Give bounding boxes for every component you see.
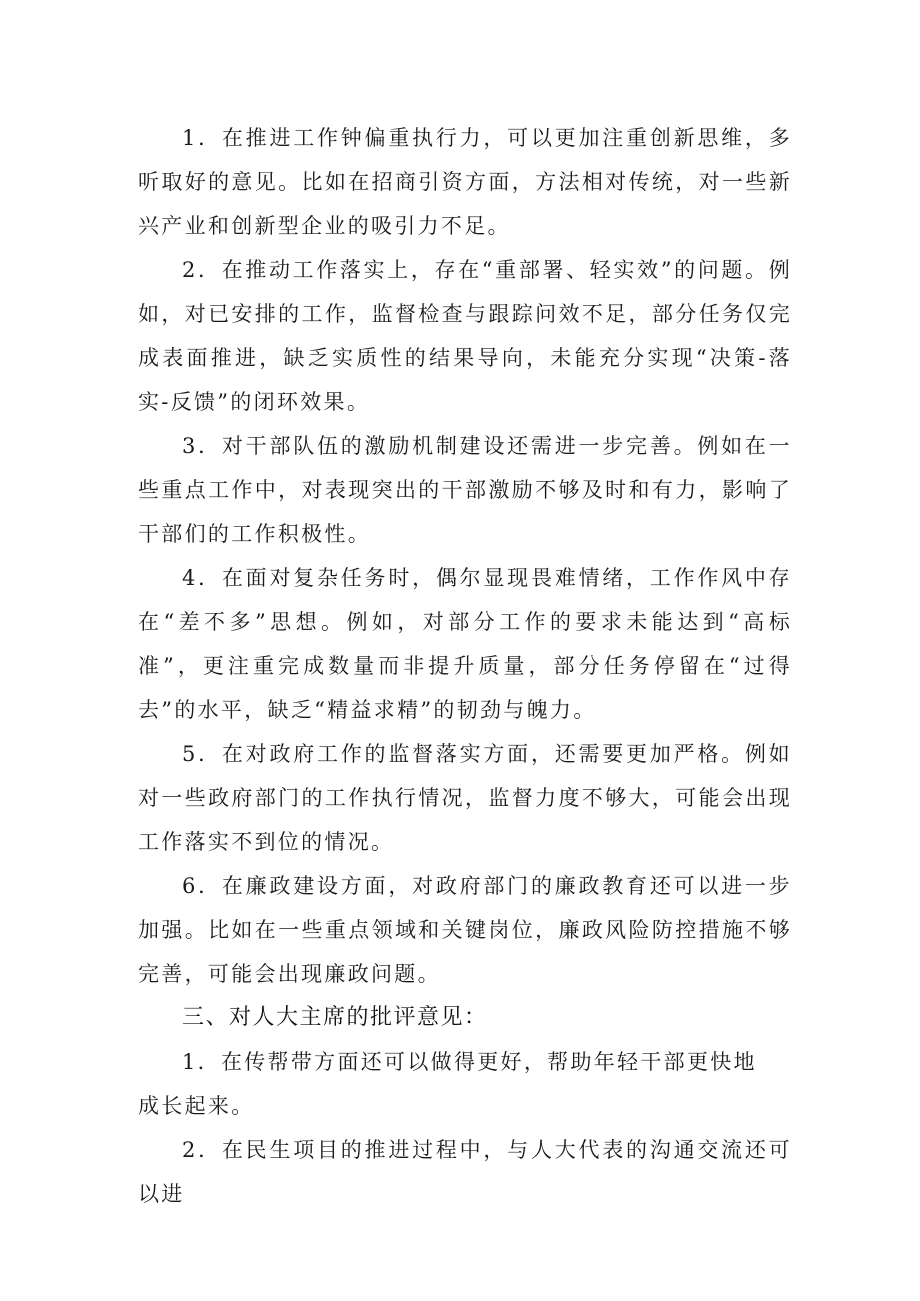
paragraph-item-6: 6．在廉政建设方面，对政府部门的廉政教育还可以进一步加强。比如在一些重点领域和关键岗位，廉政风险防控措施不够完善，可能会出现廉政问题。 [138,874,792,986]
paragraph-item-3: 3．对干部队伍的激励机制建设还需进一步完善。例如在一些重点工作中，对表现突出的干部激励不够及时和有力，影响了干部们的工作积极性。 [138,434,792,546]
paragraph-chair-1: 1．在传帮带方面还可以做得更好，帮助年轻干部更快地 [182,1050,757,1074]
section-heading: 三、对人大主席的批评意见： [182,1005,488,1030]
paragraph-chair-1-continued: 成长起来。 [138,1094,255,1118]
document-body [138,116,792,1216]
paragraph-chair-2: 2．在民生项目的推进过程中，与人大代表的沟通交流还可以进 [138,1138,792,1206]
paragraph-item-1: 1．在推进工作钟偏重执行力，可以更加注重创新思维，多听取好的意见。比如在招商引资方面，方法相对传统，对一些新兴产业和创新型企业的吸引力不足。 [138,126,792,238]
paragraph-item-5: 5．在对政府工作的监督落实方面，还需要更加严格。例如对一些政府部门的工作执行情况，监督力度不够大，可能会出现工作落实不到位的情况。 [138,742,792,854]
paragraph-item-2: 2．在推动工作落实上，存在“重部署、轻实效”的问题。例如，对已安排的工作，监督检查与跟踪问效不足，部分任务仅完成表面推进，缺乏实质性的结果导向，未能充分实现“决策-落实-反馈”的闭环效果。 [138,258,792,414]
paragraph-item-4: 4．在面对复杂任务时，偶尔显现畏难情绪，工作作风中存在“差不多”思想。例如，对部分工作的要求未能达到“高标准”，更注重完成数量而非提升质量，部分任务停留在“过得去”的水平，缺乏“精益求精”的韧劲与魄力。 [138,566,792,722]
